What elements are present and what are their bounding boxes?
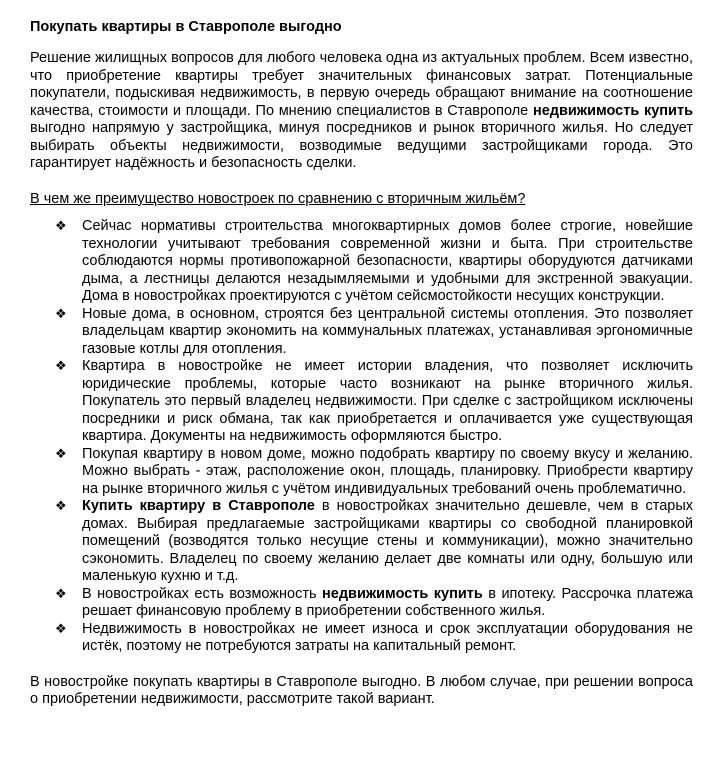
intro-text-before: Решение жилищных вопросов для любого человека одна из актуальных проблем. Всем известно, что приобретение квартиры требует значительных финансовых затрат. Потенциальные покупатели, подыскивая недвижимость, в первую очередь обращают внимание на соотношение качества, стоимости и площади. По мнению специалистов в Ставрополе <box>30 50 693 119</box>
list-item <box>30 358 693 446</box>
diamond-bullet-icon: ❖ <box>55 621 67 637</box>
diamond-bullet-icon: ❖ <box>55 586 67 602</box>
diamond-bullet-icon: ❖ <box>55 499 67 514</box>
diamond-bullet-icon: ❖ <box>55 306 67 322</box>
list-item-text: Новые дома, в основном, строятся без центральной системы отопления. Это позволяет владельцам квартир экономить на коммунальных платежах, устанавливая эргономичные газовые котлы для отопления. <box>82 305 693 357</box>
list-item-bold: Купить квартиру в Ставрополе <box>82 498 315 514</box>
list-item <box>30 446 693 499</box>
page-title: Покупать квартиры в Ставрополе выгодно <box>30 19 342 35</box>
intro-paragraph <box>30 50 693 173</box>
diamond-bullet-icon: ❖ <box>55 219 67 234</box>
advantages-list <box>30 218 693 656</box>
diamond-bullet-icon: ❖ <box>55 446 67 462</box>
intro-text-after: выгодно напрямую у застройщика, минуя посредников и рынок вторичного жилья. Но следует выбирать объекты недвижимости, возводимые ведущими застройщиками города. Это гарантирует надёжность и безопасность сделки. <box>30 120 693 171</box>
list-item-text: Покупая квартиру в новом доме, можно подобрать квартиру по своему вкусу и желанию. Можно выбрать - этаж, расположение окон, площадь, планировку. Приобрести квартиру на рынке вторичного жилья с учётом индивидуальных требований очень проблематично. <box>82 445 693 497</box>
list-item-text: Квартира в новостройке не имеет истории владения, что позволяет исключить юридические проблемы, которые часто возникают на рынке вторичного жилья. Покупатель это первый владелец недвижимости. При сделке с застройщиком исключены посредники и риск обмана, так как приобретается и оплачивается уже существующая квартира. Документы на недвижимость оформляются быстро. <box>82 358 693 444</box>
list-item-keyword: недвижимость купить <box>322 585 483 602</box>
list-item-text-after: в ипотеку. Рассрочка платежа решает финансовую проблему в приобретении собственного жилья. <box>82 585 693 619</box>
list-item-text: В новостройках есть возможность <box>82 585 322 602</box>
diamond-bullet-icon: ❖ <box>55 359 67 374</box>
list-item <box>30 306 693 359</box>
list-item-text: Сейчас нормативы строительства многоквартирных домов более строгие, новейшие технологии учитывают требования современной жизни и быта. При строительстве соблюдаются нормы противопожарной безопасности, квартиры оборудуются датчиками дыма, а лестницы делаются незадымляемыми и удобными для экстренной эвакуации. Дома в новостройках проектируются с учётом сейсмостойкости несущих конструкции. <box>82 218 693 304</box>
intro-keyword: недвижимость купить <box>532 102 693 119</box>
list-item-text: Недвижимость в новостройках не имеет износа и срок эксплуатации оборудования не истёк, поэтому не потребуются затраты на капитальный ремонт. <box>82 620 693 654</box>
list-item <box>30 621 693 656</box>
section-subheading: В чем же преимущество новостроек по сравнению с вторичным жильём? <box>30 190 526 207</box>
list-item-text: в новостройках значительно дешевле, чем в старых домах. Выбирая предлагаемые застройщиками квартиры со свободной планировкой помещений (возводятся только несущие стены и коммуникации), можно значительно сэкономить. Владелец по своему желанию делает две комнаты или одну, большую или маленькую кухню и т.д. <box>82 498 693 584</box>
list-item <box>30 498 693 586</box>
article <box>30 18 693 709</box>
list-item <box>30 218 693 306</box>
outro-paragraph: В новостройке покупать квартиры в Ставрополе выгодно. В любом случае, при решении вопроса о приобретении недвижимости, рассмотрите такой вариант. <box>30 673 693 707</box>
list-item <box>30 586 693 621</box>
